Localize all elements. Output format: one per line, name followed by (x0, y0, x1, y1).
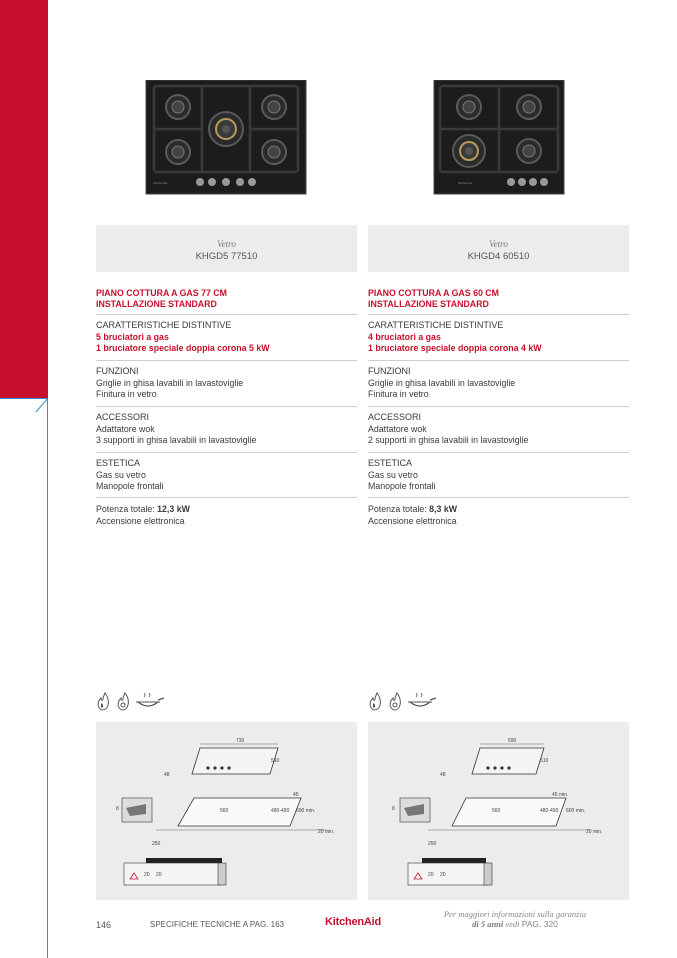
divider (368, 497, 629, 498)
aesthetics-item: Manopole frontali (368, 481, 436, 491)
spec-page: A PAG. 163 (240, 920, 284, 929)
divider (368, 360, 629, 361)
accessories-section (96, 412, 357, 447)
warranty-line1: Per maggiori informazioni sulla garanzia (443, 909, 587, 919)
aesthetics-heading: ESTETICA (96, 458, 141, 468)
functions-heading: FUNZIONI (368, 366, 411, 376)
dim-thickness: 8 (116, 806, 119, 812)
wok-icon (408, 693, 436, 706)
dim-depth: 510 (271, 758, 280, 764)
accessories-heading: ACCESSORI (368, 412, 422, 422)
product-photo (96, 80, 357, 200)
function-item: Finitura in vetro (96, 389, 157, 399)
wok-icon (136, 693, 164, 706)
aesthetics-item: Gas su vetro (96, 469, 146, 480)
gas-hob-5-burner-image (96, 80, 357, 200)
aesthetics-item: Manopole frontali (96, 481, 164, 491)
accessory-item: 2 supporti in ghisa lavabili in lavastoviglie (368, 435, 529, 445)
gas-flame-safety-icon (118, 693, 128, 710)
gas-flame-icon (98, 693, 108, 710)
dim-side: 250 (428, 841, 437, 847)
dim-depth: 510 (540, 758, 549, 764)
aesthetics-heading: ESTETICA (368, 458, 413, 468)
features-section (96, 320, 357, 355)
warranty-line2 (440, 919, 590, 929)
divider (96, 406, 357, 407)
product-title (368, 288, 499, 309)
power-value: 12,3 kW (157, 504, 190, 514)
variant-box (368, 225, 629, 272)
gas-flame-safety-icon (390, 693, 400, 710)
product-title-line2: INSTALLAZIONE STANDARD (368, 298, 489, 309)
feature-icons (368, 692, 438, 712)
gas-flame-icon (370, 693, 380, 710)
power-section (368, 504, 629, 527)
dim-min-depth: 600 min. (296, 808, 316, 814)
feature-item: 4 bruciatori a gas (368, 331, 441, 342)
installation-diagram (368, 722, 629, 900)
accessory-item: Adattatore wok (368, 423, 427, 434)
power-value: 8,3 kW (429, 504, 458, 514)
product-title-line1: PIANO COTTURA A GAS 77 CM (96, 288, 227, 298)
function-item: Griglie in ghisa lavabili in lavastoviglie (96, 377, 244, 388)
features-heading: CARATTERISTICHE DISTINTIVE (368, 320, 504, 330)
functions-section (96, 366, 357, 401)
features-heading: CARATTERISTICHE DISTINTIVE (96, 320, 232, 330)
divider (368, 452, 629, 453)
feature-item: 5 bruciatori a gas (96, 331, 169, 342)
dim-cut-width: 560 (492, 808, 501, 814)
function-item: Finitura in vetro (368, 389, 429, 399)
functions-section (368, 366, 629, 401)
total-power (96, 504, 357, 516)
power-label: Potenza totale: (368, 504, 430, 514)
variant-box (96, 225, 357, 272)
features-section (368, 320, 629, 355)
divider (368, 406, 629, 407)
variant-finish: Vetro (217, 239, 236, 249)
aesthetics-item: Gas su vetro (368, 469, 418, 480)
power-section (96, 504, 357, 527)
dim-height: 48 (440, 772, 446, 778)
dim-width: 730 (236, 738, 245, 744)
dim-edge: 45 min. (552, 792, 569, 798)
dim-burner-b: 20 (440, 872, 446, 878)
spec-reference (150, 920, 284, 929)
dim-cut-depth: 480-490 (271, 808, 290, 814)
divider (96, 452, 357, 453)
kitchenaid-logo: KitchenAid (325, 916, 382, 928)
product-code: KHGD4 60510 (467, 251, 530, 262)
dim-front: 20 min. (318, 829, 335, 835)
total-power (368, 504, 629, 516)
dim-burner-a: 20 (428, 872, 434, 878)
dim-front: 20 min. (586, 829, 603, 835)
sidebar-blue-line (47, 398, 48, 958)
product-photo (368, 80, 629, 200)
gas-hob-4-burner-image (368, 80, 629, 200)
warranty-note (440, 909, 590, 929)
divider (96, 360, 357, 361)
product-title (96, 288, 227, 309)
aesthetics-section (96, 458, 357, 493)
page-number: 146 (96, 920, 112, 930)
dim-cut-width: 560 (220, 808, 229, 814)
ignition: Accensione elettronica (96, 515, 185, 526)
installation-diagram (96, 722, 357, 900)
sidebar-fold (0, 398, 48, 412)
divider (368, 314, 629, 315)
ignition: Accensione elettronica (368, 515, 457, 526)
warranty-page: PAG. 320 (521, 919, 558, 929)
feature-icons (96, 692, 166, 712)
dim-edge: 45 (293, 792, 299, 798)
feature-item: 1 bruciatore speciale doppia corona 4 kW (368, 343, 542, 353)
accessories-heading: ACCESSORI (96, 412, 150, 422)
dim-min-depth: 600 min. (566, 808, 586, 814)
dim-height: 48 (164, 772, 170, 778)
svg-text:KitchenAid: KitchenAid (153, 181, 168, 185)
dim-thickness: 8 (392, 806, 395, 812)
divider (96, 497, 357, 498)
dim-side: 250 (152, 841, 161, 847)
power-label: Potenza totale: (96, 504, 158, 514)
aesthetics-section (368, 458, 629, 493)
product-code: KHGD5 77510 (195, 251, 258, 262)
product-title-line2: INSTALLAZIONE STANDARD (96, 298, 217, 309)
svg-text:KitchenAid: KitchenAid (458, 181, 473, 185)
feature-item: 1 bruciatore speciale doppia corona 5 kW (96, 343, 270, 353)
dim-cut-depth: 480-490 (540, 808, 559, 814)
dim-width: 590 (508, 738, 517, 744)
variant-finish: Vetro (489, 239, 508, 249)
accessory-item: Adattatore wok (96, 423, 155, 434)
warranty-years: di 5 anni (472, 919, 504, 929)
page-sidebar (0, 0, 48, 958)
product-title-line1: PIANO COTTURA A GAS 60 CM (368, 288, 499, 298)
function-item: Griglie in ghisa lavabili in lavastoviglie (368, 377, 516, 388)
warranty-see: vedi (503, 919, 522, 929)
dim-burner-b: 20 (156, 872, 162, 878)
sidebar-red-band (0, 0, 48, 398)
accessory-item: 3 supporti in ghisa lavabili in lavastoviglie (96, 435, 257, 445)
spec-text: SPECIFICHE TECNICHE (150, 920, 241, 929)
accessories-section (368, 412, 629, 447)
functions-heading: FUNZIONI (96, 366, 139, 376)
divider (96, 314, 357, 315)
dim-burner-a: 20 (144, 872, 150, 878)
